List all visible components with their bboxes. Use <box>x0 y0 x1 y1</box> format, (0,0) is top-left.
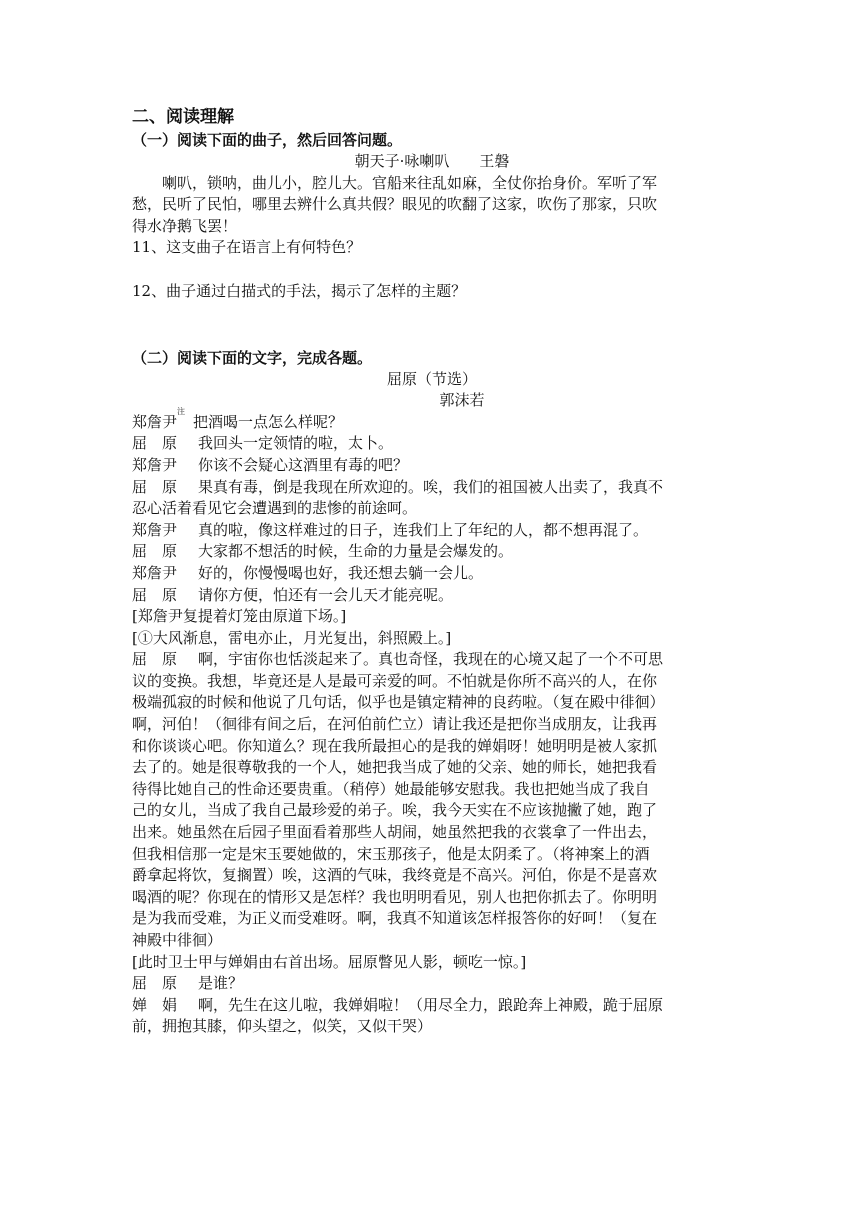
dialogue-text: 忍心活着看见它会遭遇到的悲惨的前途呵。 <box>132 499 418 518</box>
dialogue-line <box>132 585 732 607</box>
dialogue-line <box>132 606 732 628</box>
dialogue-text: 极端孤寂的时候和他说了几句话，似乎也是镇定精神的良药啦。（复在殿中徘徊） <box>132 693 665 712</box>
poem-title: 朝天子·咏喇叭 王磐 <box>354 152 510 170</box>
part1-heading: （一）阅读下面的曲子，然后回答问题。 <box>132 131 403 149</box>
speaker-name: 郑詹尹 <box>132 520 178 539</box>
dialogue-text: 出来。她虽然在后园子里面看着那些人胡闹，她虽然把我的衣裳拿了一件出去， <box>132 823 658 842</box>
dialogue-text: 和你谈谈心吧。你知道么？现在我所最担心的是我的婵娟呀！她明明是被人家抓 <box>132 736 658 755</box>
dialogue-text: 果真有毒，倒是我现在所欢迎的。唉，我们的祖国被人出卖了，我真不 <box>198 477 664 496</box>
part2-heading: （二）阅读下面的文字，完成各题。 <box>132 348 373 367</box>
speaker-name: 屈 原 <box>132 650 178 669</box>
dialogue-text: 喝酒的呢？你现在的情形又是怎样？我也明明看见，别人也把你抓去了。你明明 <box>132 887 658 906</box>
dialogue-line <box>132 908 732 930</box>
dialogue-text: 大家都不想活的时候，生命的力量是会爆发的。 <box>198 542 514 561</box>
speaker-name: 郑詹尹 <box>132 412 178 431</box>
dialogue-line <box>132 1016 732 1038</box>
dialogue-line <box>132 779 732 801</box>
poem-body <box>132 173 732 238</box>
dialogue-line <box>132 649 732 671</box>
dialogue-line <box>132 887 732 909</box>
section-title: 二、阅读理解 <box>132 107 234 127</box>
speaker-name: 婵 娟 <box>132 995 178 1014</box>
poem-line: 愁，民听了民怕，哪里去辨什么真共假？眼见的吹翻了这家，吹伤了那家，只吹 <box>132 195 658 214</box>
speaker-name: 屈 原 <box>132 434 178 453</box>
dialogue-text: 神殿中徘徊） <box>132 931 223 949</box>
dialogue-line <box>132 477 732 499</box>
dialogue-line <box>132 692 732 714</box>
dialogue-line <box>132 736 732 758</box>
dialogue-text: [①大风渐息，雷电亦止，月光复出，斜照殿上。] <box>132 628 452 647</box>
dialogue-text: 请你方便，怕还有一会儿天才能亮呢。 <box>198 585 454 604</box>
dialogue-line <box>132 757 732 779</box>
speaker-name: 郑詹尹 <box>132 455 178 474</box>
excerpt-author: 郭沫若 <box>439 391 485 410</box>
footnote-marker: 注 <box>177 406 186 416</box>
dialogue-text: 待得比她自己的性命还要贵重。（稍停）她最能够安慰我。我也把她当成了我自 <box>132 779 650 798</box>
excerpt-title: 屈原（节选） <box>386 369 477 388</box>
poem-line: 喇叭，锁呐，曲儿小，腔儿大。官船来往乱如麻，全仗你抬身价。军听了军 <box>162 173 658 192</box>
dialogue-line <box>132 433 732 455</box>
speaker-name: 屈 原 <box>132 477 178 496</box>
dialogue-text: 前，拥抱其膝，仰头望之，似笑，又似干哭） <box>132 1017 433 1036</box>
dialogue-line <box>132 671 732 693</box>
dialogue-text: 己的女儿，当成了我自己最珍爱的弟子。唉，我今天实在不应该抛撇了她，跑了 <box>132 801 658 820</box>
dialogue-text: 我回头一定领情的啦，太卜。 <box>198 434 394 453</box>
dialogue-line <box>132 455 732 477</box>
dialogue-line <box>132 563 732 585</box>
question-12: 12、曲子通过白描式的手法，揭示了怎样的主题？ <box>132 281 467 300</box>
dialogue-line <box>132 865 732 887</box>
dialogue-text: 是为我而受难，为正义而受难呀。啊，我真不知道该怎样报答你的好呵！（复在 <box>132 909 658 928</box>
document-content <box>132 105 732 1038</box>
dialogue-line <box>132 995 732 1017</box>
dialogue-text: 议的变换。我想，毕竟还是人是最可亲爱的呵。不怕就是你所不高兴的人，在你 <box>132 671 658 690</box>
dialogue-line <box>132 973 732 995</box>
speaker-name: 屈 原 <box>132 542 178 561</box>
dialogue-text: 真的啦，像这样难过的日子，连我们上了年纪的人，都不想再混了。 <box>198 520 649 539</box>
dialogue-line <box>132 930 732 952</box>
dialogue-line <box>132 541 732 563</box>
dialogue-text: 好的，你慢慢喝也好，我还想去躺一会儿。 <box>198 563 484 582</box>
dialogue-line <box>132 628 732 650</box>
speaker-name: 屈 原 <box>132 974 178 993</box>
dialogue-text: 啊，先生在这儿啦，我婵娟啦！（用尽全力，踉跄奔上神殿，跪于屈原 <box>198 995 664 1014</box>
dialogue-line <box>132 800 732 822</box>
dialogue-line <box>132 844 732 866</box>
dialogue-line <box>132 822 732 844</box>
dialogue-text: [郑詹尹复提着灯笼由原道下场。] <box>132 607 347 626</box>
answer-space <box>132 303 732 333</box>
dialogue-line <box>132 498 732 520</box>
dialogue-text: 把酒喝一点怎么样呢？ <box>193 412 344 431</box>
dialogue-text: 啊，河伯！（徊徘有间之后，在河伯前伫立）请让我还是把你当成朋友，让我再 <box>132 715 658 734</box>
answer-space <box>132 259 732 281</box>
dialogue-line <box>132 952 732 974</box>
poem-line: 得水净鹅飞罢！ <box>132 216 238 235</box>
dialogue-line <box>132 520 732 542</box>
question-11: 11、这支曲子在语言上有何特色？ <box>132 238 362 257</box>
dialogue-text: 是谁？ <box>198 974 244 993</box>
dialogue-text: 但我相信那一定是宋玉要她做的，宋玉那孩子，他是太阴柔了。（将神案上的酒 <box>132 844 650 863</box>
dialogue-text: 去了的。她是很尊敬我的一个人，她把我当成了她的父亲、她的师长，她把我看 <box>132 758 658 777</box>
dialogue <box>132 406 732 1038</box>
dialogue-text: 你该不会疑心这酒里有毒的吧？ <box>198 455 409 474</box>
dialogue-line <box>132 714 732 736</box>
dialogue-text: 啊，宇宙你也恬淡起来了。真也奇怪，我现在的心境又起了一个不可思 <box>198 650 664 669</box>
dialogue-text: 爵拿起将饮，复搁置）唉，这酒的气味，我终竟是不高兴。河伯，你是不是喜欢 <box>132 866 658 885</box>
speaker-name: 屈 原 <box>132 585 178 604</box>
speaker-name: 郑詹尹 <box>132 563 178 582</box>
dialogue-line <box>132 406 732 434</box>
dialogue-text: [此时卫士甲与婵娟由右首出场。屈原瞥见人影，顿吃一惊。] <box>132 952 527 971</box>
